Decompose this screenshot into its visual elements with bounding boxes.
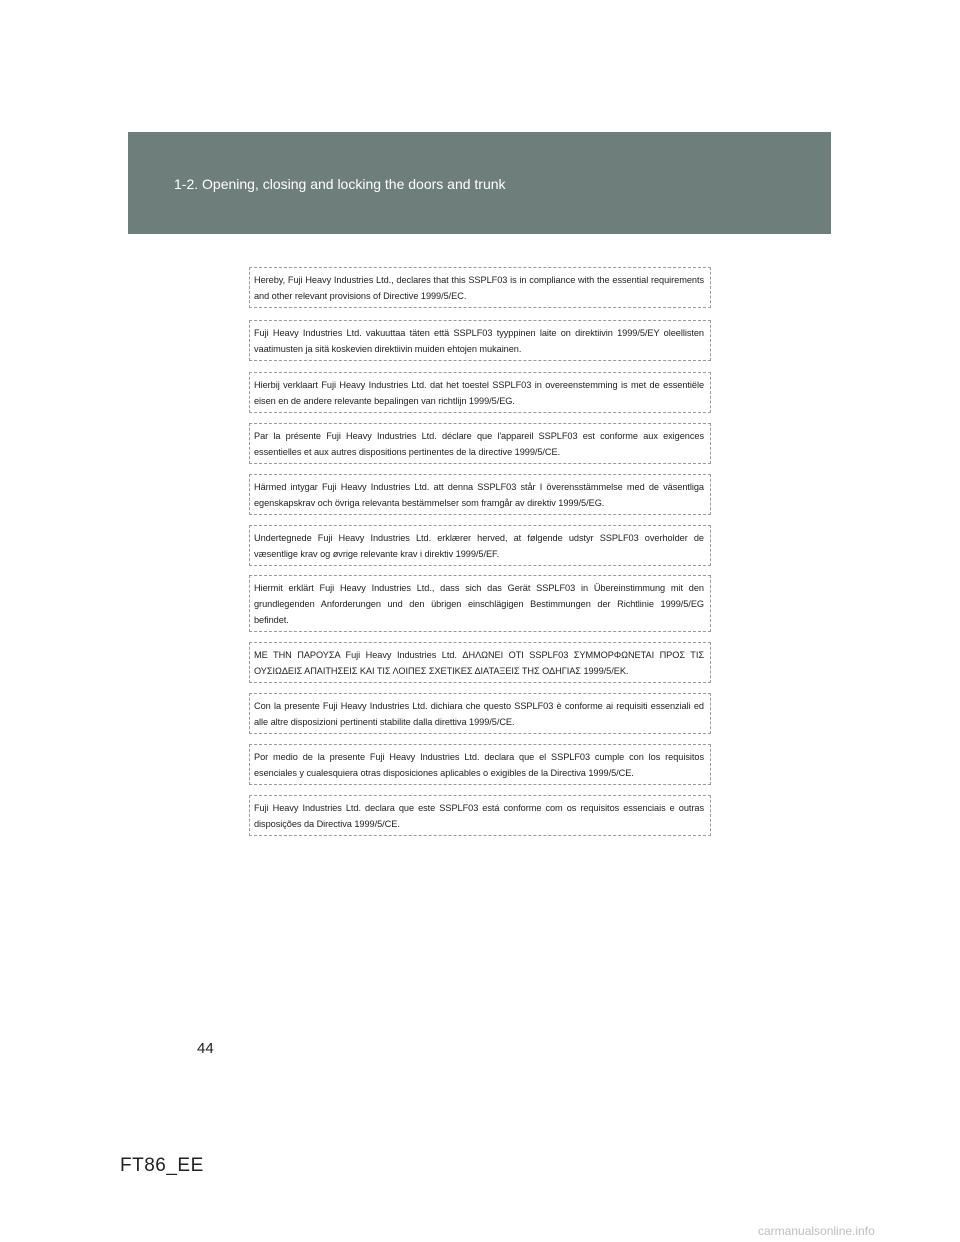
- declaration-text: Härmed intygar Fuji Heavy Industries Ltd. att denna SSPLF03 står I överensstämmelse med de väsentliga egenskapskrav och övriga relevanta bestämmelser som framgår av direktiv 1999/5/EG.: [254, 482, 704, 508]
- page-number: 44: [197, 1040, 214, 1057]
- declaration-swedish: [249, 474, 711, 515]
- declaration-text: Fuji Heavy Industries Ltd. vakuuttaa täten että SSPLF03 tyyppinen laite on direktiivin 1999/5/EY oleellisten vaatimusten ja sitä koskevien direktiivin muiden ehtojen mukainen.: [254, 328, 704, 354]
- declaration-italian: [249, 693, 711, 734]
- declaration-french: [249, 423, 711, 464]
- declaration-spanish: [249, 744, 711, 785]
- declaration-danish: [249, 525, 711, 566]
- declaration-dutch: [249, 372, 711, 413]
- section-header: [128, 132, 831, 234]
- declaration-finnish: [249, 320, 711, 361]
- section-title: 1-2. Opening, closing and locking the doors and trunk: [174, 176, 506, 192]
- declaration-greek: [249, 642, 711, 683]
- declaration-text: Por medio de la presente Fuji Heavy Industries Ltd. declara que el SSPLF03 cumple con los requisitos esenciales y cualesquiera otras disposiciones aplicables o exigibles de la Directiva 1999/5/CE.: [254, 752, 704, 778]
- declaration-portuguese: [249, 795, 711, 836]
- declaration-text: Hereby, Fuji Heavy Industries Ltd., declares that this SSPLF03 is in compliance with the essential requirements and other relevant provisions of Directive 1999/5/EC.: [254, 275, 704, 301]
- declaration-text: Undertegnede Fuji Heavy Industries Ltd. erklærer herved, at følgende udstyr SSPLF03 overholder de væsentlige krav og øvrige relevante krav i direktiv 1999/5/EF.: [254, 533, 704, 559]
- declaration-english: [249, 267, 711, 308]
- footer-code: FT86_EE: [120, 1155, 204, 1176]
- declaration-text: Con la presente Fuji Heavy Industries Ltd. dichiara che questo SSPLF03 è conforme ai requisiti essenziali ed alle altre disposizioni pertinenti stabilite dalla direttiva 1999/5/CE.: [254, 701, 704, 727]
- declaration-german: [249, 575, 711, 632]
- declaration-text: Par la présente Fuji Heavy Industries Ltd. déclare que l'appareil SSPLF03 est conforme aux exigences essentielles et aux autres dispositions pertinentes de la directive 1999/5/CE.: [254, 431, 704, 457]
- declaration-text: Hiermit erklärt Fuji Heavy Industries Ltd., dass sich das Gerät SSPLF03 in Übereinstimmung mit den grundlegenden Anforderungen und den übrigen einschlägigen Bestimmungen der Richtlinie 1999/5/EG befindet.: [254, 583, 704, 625]
- declaration-text: Hierbij verklaart Fuji Heavy Industries Ltd. dat het toestel SSPLF03 in overeenstemming is met de essentiële eisen en de andere relevante bepalingen van richtlijn 1999/5/EG.: [254, 380, 704, 406]
- watermark-text: carmanualsonline.info: [758, 1224, 875, 1238]
- declaration-text: Fuji Heavy Industries Ltd. declara que este SSPLF03 está conforme com os requisitos essenciais e outras disposições da Directiva 1999/5/CE.: [254, 803, 704, 829]
- declaration-text: ΜΕ ΤΗΝ ΠΑΡΟΥΣΑ Fuji Heavy Industries Ltd. ΔΗΛΩΝΕΙ ΟΤΙ SSPLF03 ΣΥΜΜΟΡΦΩΝΕΤΑΙ ΠΡΟΣ ΤΙΣ ΟΥΣΙΩΔΕΙΣ ΑΠΑΙΤΗΣΕΙΣ ΚΑΙ ΤΙΣ ΛΟΙΠΕΣ ΣΧΕΤΙΚΕΣ ΔΙΑΤΑΞΕΙΣ ΤΗΣ ΟΔΗΓΙΑΣ 1999/5/ΕΚ.: [254, 650, 704, 676]
